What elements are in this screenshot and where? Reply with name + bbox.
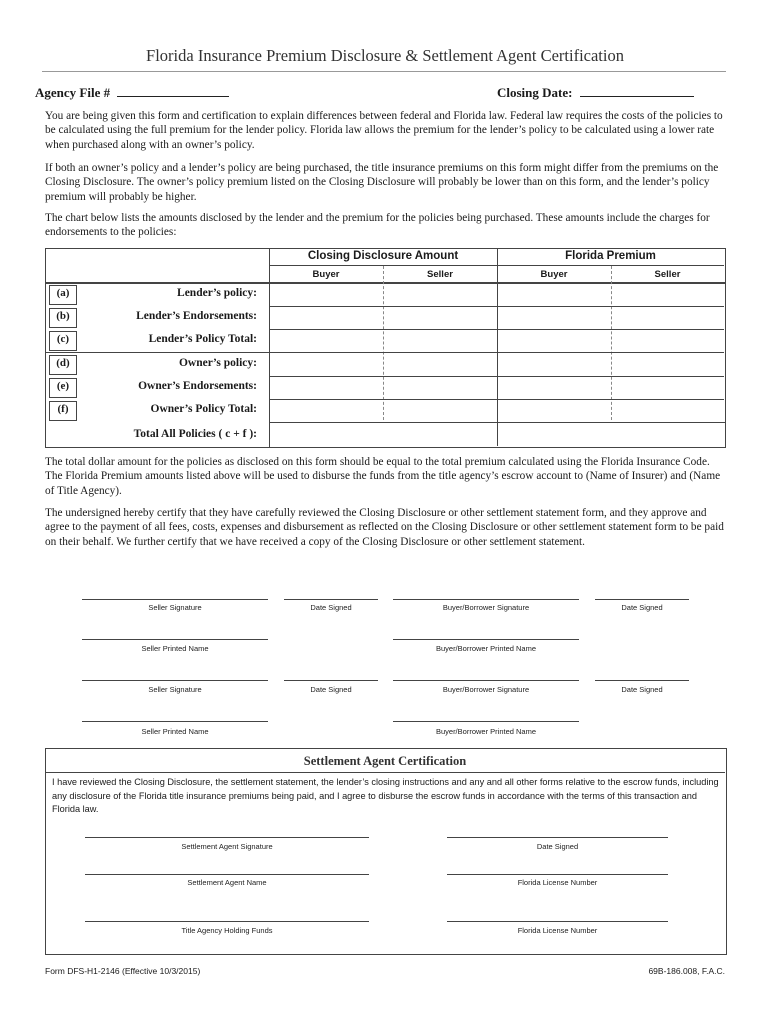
license-number-line-1[interactable]	[447, 874, 668, 875]
col-divider-fp	[611, 266, 612, 420]
seller-signature-line-2[interactable]	[82, 680, 268, 681]
agent-name-line[interactable]	[85, 874, 369, 875]
seller-signature-label: Seller Signature	[148, 685, 202, 694]
page-title: Florida Insurance Premium Disclosure & Settlement Agent Certification	[146, 46, 624, 65]
title-divider	[42, 71, 726, 72]
sub-header-seller: Seller	[427, 269, 453, 280]
seller-printed-label: Seller Printed Name	[141, 644, 209, 653]
date-signed-label: Date Signed	[621, 685, 663, 694]
buyer-printed-line-2[interactable]	[393, 721, 579, 722]
row-label-lender-endorsements: Lender’s Endorsements:	[136, 310, 257, 322]
agent-name-label: Settlement Agent Name	[187, 878, 267, 887]
row-code: (b)	[56, 310, 70, 322]
row-code: (d)	[56, 357, 70, 369]
seller-signature-label: Seller Signature	[148, 603, 202, 612]
row-label-owner-total: Owner’s Policy Total:	[150, 403, 257, 415]
row-code: (a)	[56, 287, 70, 299]
row-label-total-all: Total All Policies ( c + f ):	[133, 428, 257, 440]
agent-signature-line[interactable]	[85, 837, 369, 838]
buyer-printed-label: Buyer/Borrower Printed Name	[435, 644, 537, 653]
agent-signature-label: Settlement Agent Signature	[181, 842, 273, 851]
buyer-printed-line-1[interactable]	[393, 639, 579, 640]
form-id: Form DFS-H1-2146 (Effective 10/3/2015)	[45, 966, 201, 976]
intro-paragraph-1: You are being given this form and certification to explain differences between federal and Florida law. Federal law requires the costs of the policies to be calculated using the full premium for the lender policy. Florida law allows the premium for the lender’s policy to be calculated using a lower rate when purchased along with an owner’s policy.	[45, 110, 723, 151]
agent-date-label: Date Signed	[536, 842, 579, 851]
intro-paragraph-3: The chart below lists the amounts disclosed by the lender and the premium for the policies being purchased. These amounts include the charges for endorsements to the policies:	[45, 212, 710, 239]
settlement-certification-title: Settlement Agent Certification	[303, 754, 467, 768]
row-code: (e)	[56, 380, 70, 392]
license-number-label: Florida License Number	[517, 878, 598, 887]
license-number-label: Florida License Number	[517, 926, 598, 935]
agency-file-input-line[interactable]	[117, 84, 229, 97]
row-sep	[269, 329, 724, 330]
row-code: (f)	[57, 403, 69, 415]
row-label-lender-policy: Lender’s policy:	[177, 287, 257, 299]
group-sep	[45, 352, 724, 353]
row-sep	[269, 306, 724, 307]
closing-date-input-line[interactable]	[580, 84, 694, 97]
buyer-signature-label: Buyer/Borrower Signature	[442, 685, 530, 694]
row-sep	[269, 399, 724, 400]
header-separator	[269, 265, 724, 266]
col-header-florida-premium: Florida Premium	[565, 250, 656, 262]
buyer-printed-label: Buyer/Borrower Printed Name	[435, 727, 537, 736]
row-label-lender-total: Lender’s Policy Total:	[148, 333, 257, 345]
agency-file-label: Agency File #	[35, 85, 111, 100]
agent-date-line[interactable]	[447, 837, 668, 838]
date-signed-label: Date Signed	[621, 603, 663, 612]
seller-date-line-1[interactable]	[284, 599, 378, 600]
rule-citation: 69B-186.008, F.A.C.	[648, 966, 725, 976]
buyer-date-line-1[interactable]	[595, 599, 689, 600]
date-signed-label: Date Signed	[310, 685, 352, 694]
row-sep	[269, 376, 724, 377]
certification-paragraph: The undersigned hereby certify that they have carefully reviewed the Closing Disclosure or other settlement statement form, and they approve and agree to the payment of all fees, costs, expenses and disbursement as reflected on the Closing Disclosure or other settlement statement form to be paid on their behalf. We further certify that we have received a copy of the Closing Disclosure or other settlement statement.	[45, 507, 724, 548]
seller-printed-label: Seller Printed Name	[141, 727, 209, 736]
license-number-line-2[interactable]	[447, 921, 668, 922]
title-agency-line[interactable]	[85, 921, 369, 922]
col-header-closing-disclosure: Closing Disclosure Amount	[307, 250, 459, 262]
closing-date-field	[497, 84, 694, 101]
seller-date-line-2[interactable]	[284, 680, 378, 681]
sub-header-buyer: Buyer	[540, 269, 568, 280]
col-divider-cd	[383, 266, 384, 420]
row-code: (c)	[56, 333, 70, 345]
title-agency-label: Title Agency Holding Funds	[181, 926, 273, 935]
buyer-signature-line-2[interactable]	[393, 680, 579, 681]
row-label-owner-policy: Owner’s policy:	[178, 357, 257, 369]
settlement-certification-text: I have reviewed the Closing Disclosure, the settlement statement, the lender’s closing instructions and any and all other forms relative to the escrow funds, including any disclosure of the Florida title insurance premiums being paid, and I agree to disburse the escrow funds in accordance with the terms of this transaction and Florida law.	[52, 777, 719, 814]
settlement-title-divider	[45, 772, 725, 773]
intro-paragraph-2: If both an owner’s policy and a lender’s policy are being purchased, the title insurance premiums on this form might differ from the premiums on the Closing Disclosure. The owner’s policy premium listed on the Closing Disclosure will probably be lower than on this form, and the lender’s policy premium will probably be higher.	[45, 162, 719, 203]
buyer-date-line-2[interactable]	[595, 680, 689, 681]
agency-file-field	[35, 84, 229, 101]
total-explanation-paragraph: The total dollar amount for the policies as disclosed on this form should be equal to the total premium calculated using the Florida Insurance Code. The Florida Premium amounts listed above will be used to disburse the funds from the title agency’s escrow account to (Name of Insurer) and (Name of Title Agency).	[45, 456, 721, 497]
seller-printed-line-2[interactable]	[82, 721, 268, 722]
seller-signature-line-1[interactable]	[82, 599, 268, 600]
sub-header-seller: Seller	[654, 269, 681, 280]
closing-date-label: Closing Date:	[497, 85, 573, 100]
buyer-signature-line-1[interactable]	[393, 599, 579, 600]
seller-printed-line-1[interactable]	[82, 639, 268, 640]
date-signed-label: Date Signed	[310, 603, 352, 612]
sub-header-buyer: Buyer	[312, 269, 340, 280]
row-label-owner-endorsements: Owner’s Endorsements:	[138, 380, 257, 392]
buyer-signature-label: Buyer/Borrower Signature	[442, 603, 530, 612]
